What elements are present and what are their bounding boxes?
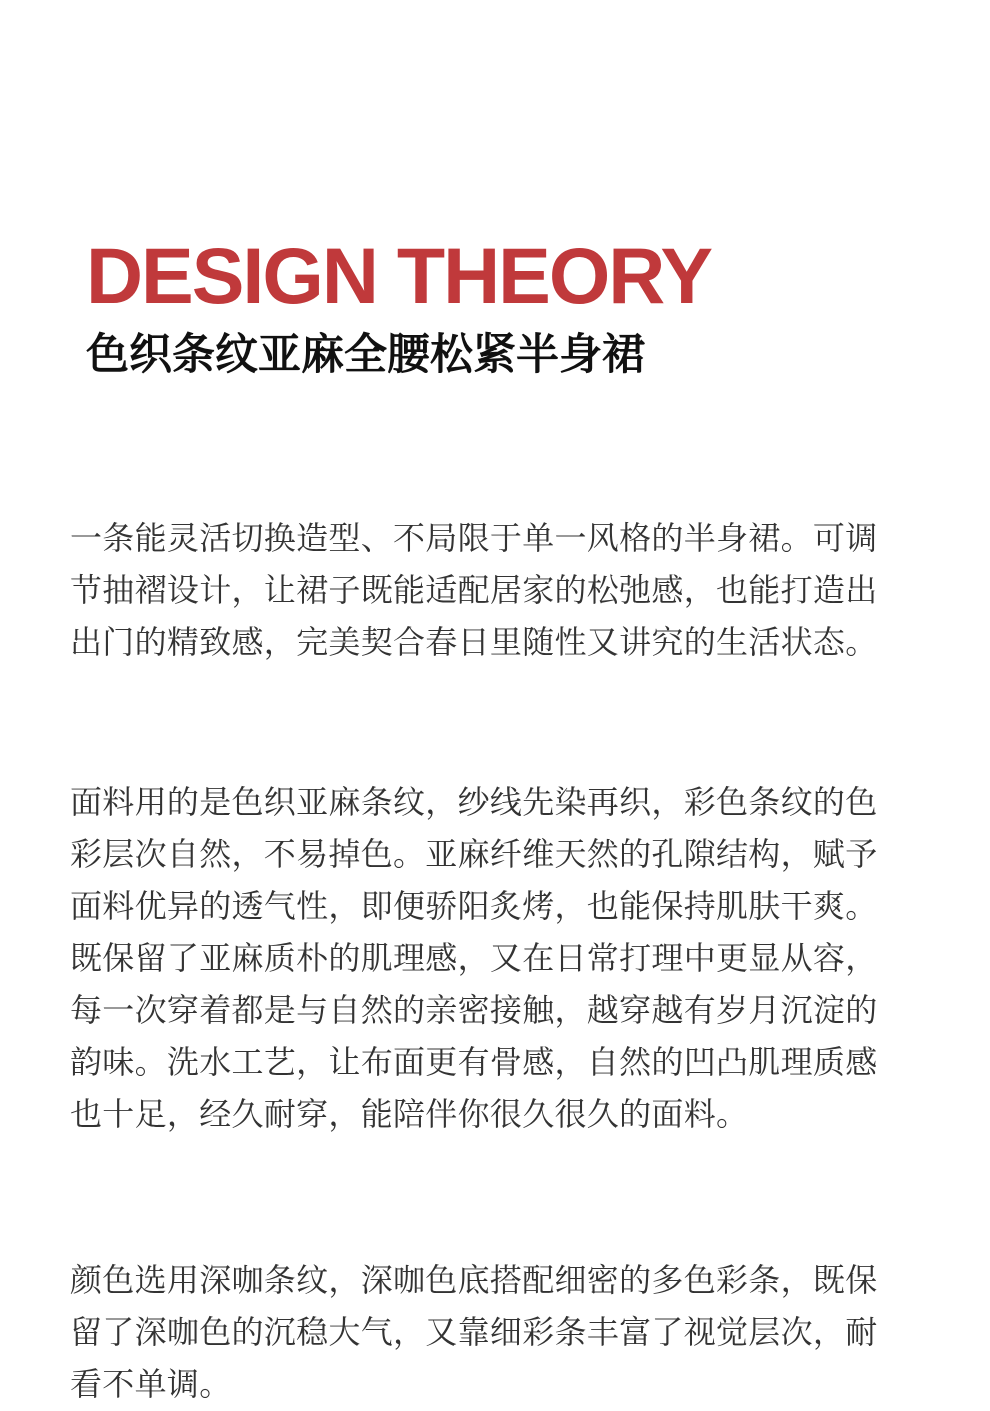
paragraph-line: 出门的精致感，完美契合春日里随性又讲究的生活状态。 [70, 623, 878, 661]
paragraph-line: 每一次穿着都是与自然的亲密接触，越穿越有岁月沉淀的 [70, 991, 878, 1029]
paragraph-line: 韵味。洗水工艺，让布面更有骨感，自然的凹凸肌理质感 [70, 1043, 878, 1081]
paragraph-fabric [70, 776, 920, 1140]
paragraph-line: 节抽褶设计，让裙子既能适配居家的松弛感，也能打造出 [70, 571, 878, 609]
paragraph-color [70, 1254, 920, 1410]
paragraph-line: 留了深咖色的沉稳大气，又靠细彩条丰富了视觉层次，耐 [70, 1313, 878, 1351]
paragraph-intro [70, 512, 920, 668]
paragraph-line: 彩层次自然，不易掉色。亚麻纤维天然的孔隙结构，赋予 [70, 835, 878, 873]
paragraph-line: 也十足，经久耐穿，能陪伴你很久很久的面料。 [70, 1095, 749, 1133]
paragraph-line: 面料优异的透气性，即便骄阳炙烤，也能保持肌肤干爽。 [70, 887, 878, 925]
paragraph-line: 看不单调。 [70, 1365, 232, 1403]
paragraph-line: 既保留了亚麻质朴的肌理感，又在日常打理中更显从容， [70, 939, 878, 977]
paragraph-line: 颜色选用深咖条纹，深咖色底搭配细密的多色彩条，既保 [70, 1261, 878, 1299]
subtitle: 色织条纹亚麻全腰松紧半身裙 [86, 330, 645, 380]
paragraph-line: 一条能灵活切换造型、不局限于单一风格的半身裙。可调 [70, 519, 878, 557]
paragraph-line: 面料用的是色织亚麻条纹，纱线先染再织，彩色条纹的色 [70, 783, 878, 821]
headline: DESIGN THEORY [86, 231, 712, 320]
